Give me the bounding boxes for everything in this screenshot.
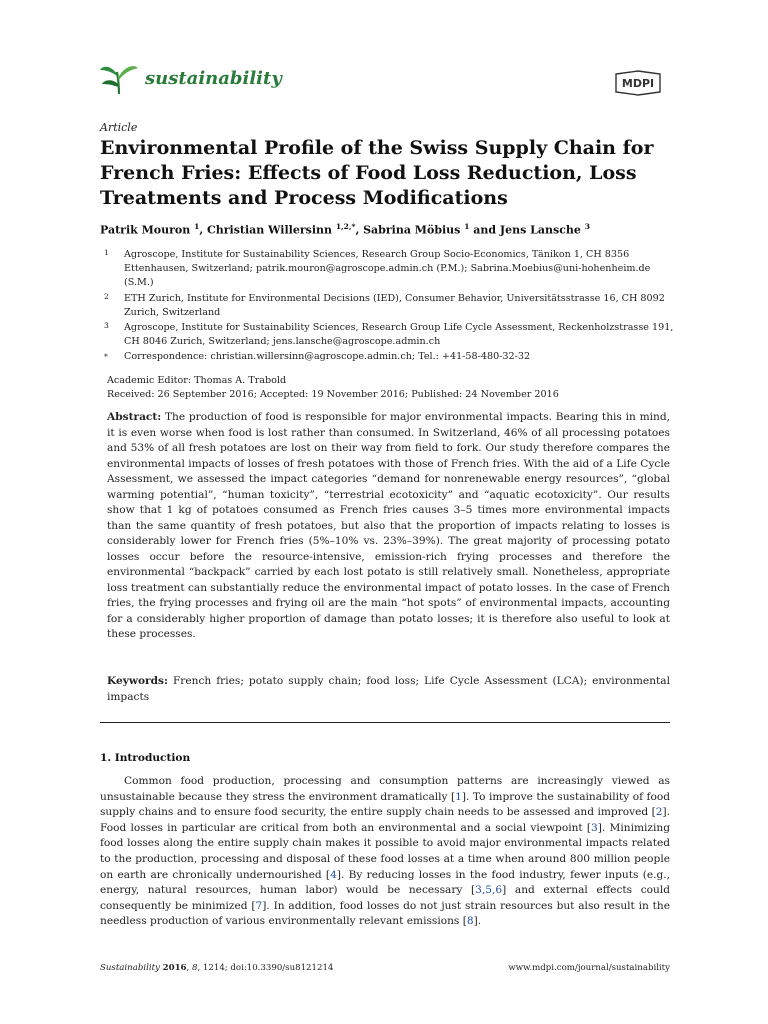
text-run: ]. To improve the sustainability of food supply chains and to ensure food security, the entire supply chain needs to be assessed and improved [ [100, 790, 670, 819]
text-run: ]. In addition, food losses do not just strain resources but also result in the needless production of various environmentally relevant emissions [ [100, 899, 670, 928]
affiliation-text: Agroscope, Institute for Sustainability Sciences, Research Group Life Cycle Assessment, Reckenholzstrasse 191, CH 8046 Zurich, Switzerland; jens.lansche@agroscope.admin.ch [124, 322, 674, 347]
author-name: Sabrina Möbius [363, 223, 461, 237]
citation-link[interactable]: 2 [655, 806, 663, 819]
affiliation-number: 3 [104, 321, 109, 330]
introduction-paragraph [100, 774, 670, 930]
citation-link[interactable]: 4 [330, 868, 337, 881]
abstract [107, 410, 670, 643]
author-list [100, 222, 680, 237]
author-name: Patrik Mouron [100, 223, 191, 237]
keywords-text: French fries; potato supply chain; food loss; Life Cycle Assessment (LCA); environmental impacts [107, 675, 670, 703]
author-name: Christian Willersinn [207, 223, 332, 237]
author-affiliation-marker: 1 [194, 222, 200, 231]
publisher-name: MDPI [621, 77, 655, 90]
author-name: Jens Lansche [499, 223, 581, 237]
text-run: ]. Minimizing food losses along the entire supply chain makes it possible to avoid major environmental impacts related to the production, processing and disposal of these food losses at a time when around 800 million people on earth are chronically undernourished [ [100, 821, 670, 881]
footer-year: 2016 [162, 963, 187, 973]
author-affiliation-marker: 1 [464, 222, 470, 231]
paper-title: Environmental Profile of the Swiss Supply Chain for French Fries: Effects of Food Loss Reduction, Loss Treatments and Process Modifications [100, 137, 654, 209]
author-affiliation-marker: 1,2,* [335, 222, 356, 231]
academic-editor: Academic Editor: Thomas A. Trabold [107, 375, 287, 386]
section-heading: 1. Introduction [100, 752, 191, 764]
affiliation-text: ETH Zurich, Institute for Environmental Decisions (IED), Consumer Behavior, Universitätsstrasse 16, CH 8092 Zurich, Switzerland [124, 293, 665, 318]
citation-link[interactable]: 3 [591, 821, 598, 834]
correspondence-marker: * [104, 352, 108, 361]
keywords [107, 674, 670, 705]
author-separator: , [355, 223, 364, 237]
journal-logo-leaf-icon [98, 60, 140, 96]
text-run: Common food production, processing and consumption patterns are increasingly viewed as unsustainable because they stress the environment dramatically [ [100, 775, 670, 803]
article-type: Article [100, 121, 138, 134]
publication-dates: Received: 26 September 2016; Accepted: 19 November 2016; Published: 24 November 2016 [107, 389, 559, 400]
abstract-label: Abstract: [107, 411, 162, 423]
affiliation-number: 2 [104, 292, 109, 301]
author-separator: , [199, 223, 207, 237]
footer-journal: Sustainability [100, 963, 160, 973]
text-run: ] and external effects could consequently be minimized [ [100, 884, 670, 912]
journal-name: sustainability [145, 68, 282, 89]
mdpi-logo-icon [612, 70, 664, 96]
citation-link[interactable]: 1 [455, 790, 462, 803]
text-run: ]. Food losses in particular are critical from both an environmental and a social viewpoint [ [100, 806, 670, 834]
author-affiliation-marker: 3 [584, 222, 590, 231]
citation-link[interactable]: 3,5,6 [475, 884, 503, 897]
text-run: ]. [473, 915, 482, 928]
divider [100, 722, 670, 723]
footer-url[interactable]: www.mdpi.com/journal/sustainability [508, 963, 670, 973]
correspondence-text: Correspondence: christian.willersinn@agroscope.admin.ch; Tel.: +41-58-480-32-32 [124, 351, 531, 362]
keywords-label: Keywords: [107, 675, 168, 687]
footer-volume: 8 [192, 963, 198, 973]
footer-citation: Sustainability 2016, 8, 1214; doi:10.3390/su8121214 [100, 963, 334, 973]
abstract-text: The production of food is responsible for major environmental impacts. Bearing this in mind, it is even worse when food is lost rather than consumed. In Switzerland, 46% of all processing potatoes and 53% of all fresh potatoes are lost on their way from field to fork. Our study therefore compares the environmental impacts of losses of fresh potatoes with those of French fries. With the aid of a Life Cycle Assessment, we assessed the impact categories “demand for nonrenewable energy resources”, “global warming potential”, “human toxicity”, “terrestrial ecotoxicity” and “aquatic ecotoxicity”. Our results show that 1 kg of potatoes consumed as French fries causes 3–5 times more environmental impacts than the same quantity of fresh potatoes, but also that the proportion of impacts relating to losses is considerably lower for French fries (5%–10% vs. 23%–39%). The great majority of processing potato losses occur before the resource-intensive, emission-rich frying processes and therefore the environmental “backpack” carried by each lost potato is still relatively small. Nonetheless, appropriate loss treatment can substantially reduce the environmental impact of potato losses. In the case of French fries, the frying processes and frying oil are the main “hot spots” of environmental impacts, accounting for a considerably higher proportion of damage than potato losses; it is therefore also useful to look at these processes. [107, 411, 670, 640]
footer-doi: , 1214; doi:10.3390/su8121214 [197, 963, 334, 973]
introduction-body [100, 774, 670, 930]
affiliation-number: 1 [104, 248, 109, 257]
author-separator: and [469, 223, 500, 237]
citation-link[interactable]: 8 [466, 915, 474, 928]
citation-link[interactable]: 7 [255, 899, 263, 912]
affiliation-text: Agroscope, Institute for Sustainability Sciences, Research Group Socio-Economics, Tänikon 1, CH 8356 Ettenhausen, Switzerland; patrik.mouron@agroscope.admin.ch (P.M.); Sabrina.Moebius@uni-hohenheim.de (S.M.) [124, 249, 651, 288]
text-run: ]. By reducing losses in the food industry, fewer inputs (e.g., energy, natural resources, human labor) would be necessary [ [100, 868, 671, 897]
